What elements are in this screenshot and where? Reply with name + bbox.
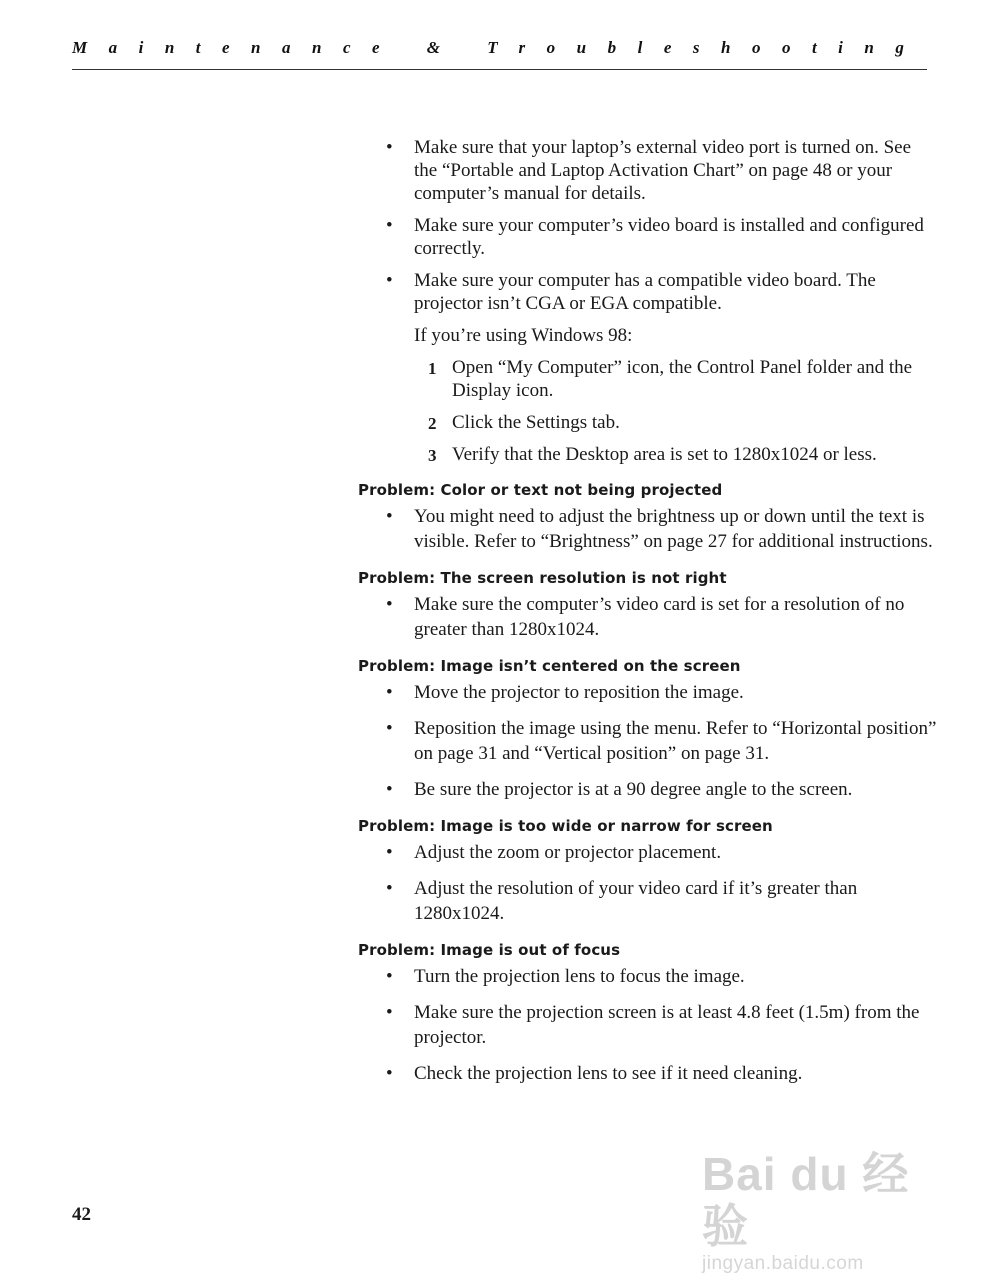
list-item: [358, 777, 938, 802]
bullet-text: Move the projector to reposition the image.: [414, 682, 744, 703]
list-item: [358, 1000, 938, 1050]
bullet-text: Make sure your computer has a compatible video board. The projector isn’t CGA or EGA compatible.: [414, 270, 876, 314]
list-item: [358, 504, 938, 554]
problem-section-focus: [358, 940, 938, 1086]
problem-heading: Problem: The screen resolution is not right: [358, 569, 727, 587]
bullet-icon: •: [386, 966, 393, 987]
bullet-text: You might need to adjust the brightness up or down until the text is visible. Refer to “Brightness” on page 27 for additional instructions.: [414, 506, 933, 552]
bullet-icon: •: [386, 137, 393, 158]
list-item: [358, 269, 938, 315]
problem-section-resolution: [358, 568, 938, 642]
watermark-logo-text: Bai du 经验: [702, 1148, 910, 1252]
bullet-text: Check the projection lens to see if it need cleaning.: [414, 1063, 803, 1084]
bullet-icon: •: [386, 682, 393, 703]
problem-heading: Problem: Image is too wide or narrow for screen: [358, 817, 773, 835]
bullet-text: Make sure the projection screen is at least 4.8 feet (1.5m) from the projector.: [414, 1002, 920, 1048]
problem-heading: Problem: Color or text not being projected: [358, 481, 723, 499]
step-item: [358, 443, 938, 466]
running-header: Maintenance & Troubleshooting: [72, 38, 926, 57]
bullet-icon: •: [386, 506, 393, 527]
problem-heading: Problem: Image is out of focus: [358, 941, 621, 959]
bullet-text: Adjust the resolution of your video card if it’s greater than 1280x1024.: [414, 878, 858, 924]
problem-heading: Problem: Image isn’t centered on the screen: [358, 657, 741, 675]
step-number: 2: [428, 414, 437, 433]
bullet-icon: •: [386, 779, 393, 800]
step-text: Verify that the Desktop area is set to 1280x1024 or less.: [452, 444, 877, 465]
problem-section-color: [358, 480, 938, 554]
list-item: [358, 840, 938, 865]
step-item: [358, 356, 938, 402]
list-item: [358, 136, 938, 205]
bullet-icon: •: [386, 270, 393, 291]
bullet-icon: •: [386, 718, 393, 739]
page-number: 42: [72, 1204, 91, 1225]
bullet-icon: •: [386, 215, 393, 236]
bullet-text: Make sure that your laptop’s external video port is turned on. See the “Portable and Laptop Activation Chart” on page 48 or your computer’s manual for details.: [414, 137, 912, 204]
step-text: Open “My Computer” icon, the Control Panel folder and the Display icon.: [452, 357, 913, 401]
list-item: [358, 680, 938, 705]
step-text: Click the Settings tab.: [452, 412, 620, 433]
step-number: 3: [428, 446, 437, 465]
watermark-logo: [702, 1148, 942, 1274]
bullet-icon: •: [386, 842, 393, 863]
problem-section-centering: [358, 656, 938, 802]
list-item: [358, 592, 938, 642]
list-item: [358, 876, 938, 926]
list-item: [358, 964, 938, 989]
bullet-text: Reposition the image using the menu. Refer to “Horizontal position” on page 31 and “Vertical position” on page 31.: [414, 718, 937, 764]
bullet-icon: •: [386, 594, 393, 615]
list-item: [358, 214, 938, 260]
bullet-icon: •: [386, 1002, 393, 1023]
bullet-text: Turn the projection lens to focus the image.: [414, 966, 745, 987]
watermark-url: jingyan.baidu.com: [702, 1253, 864, 1274]
bullet-text: Adjust the zoom or projector placement.: [414, 842, 722, 863]
bullet-text: Make sure your computer’s video board is installed and configured correctly.: [414, 215, 924, 259]
list-item: [358, 1061, 938, 1086]
list-item: [358, 716, 938, 766]
bullet-icon: •: [386, 1063, 393, 1084]
windows-note: If you’re using Windows 98:: [414, 325, 633, 346]
step-number: 1: [428, 359, 437, 378]
step-item: [358, 411, 938, 434]
bullet-text: Make sure the computer’s video card is set for a resolution of no greater than 1280x1024.: [414, 594, 905, 640]
bullet-icon: •: [386, 878, 393, 899]
header-rule: [72, 69, 927, 70]
main-content: [358, 136, 938, 1097]
problem-section-width: [358, 816, 938, 926]
bullet-text: Be sure the projector is at a 90 degree angle to the screen.: [414, 779, 853, 800]
